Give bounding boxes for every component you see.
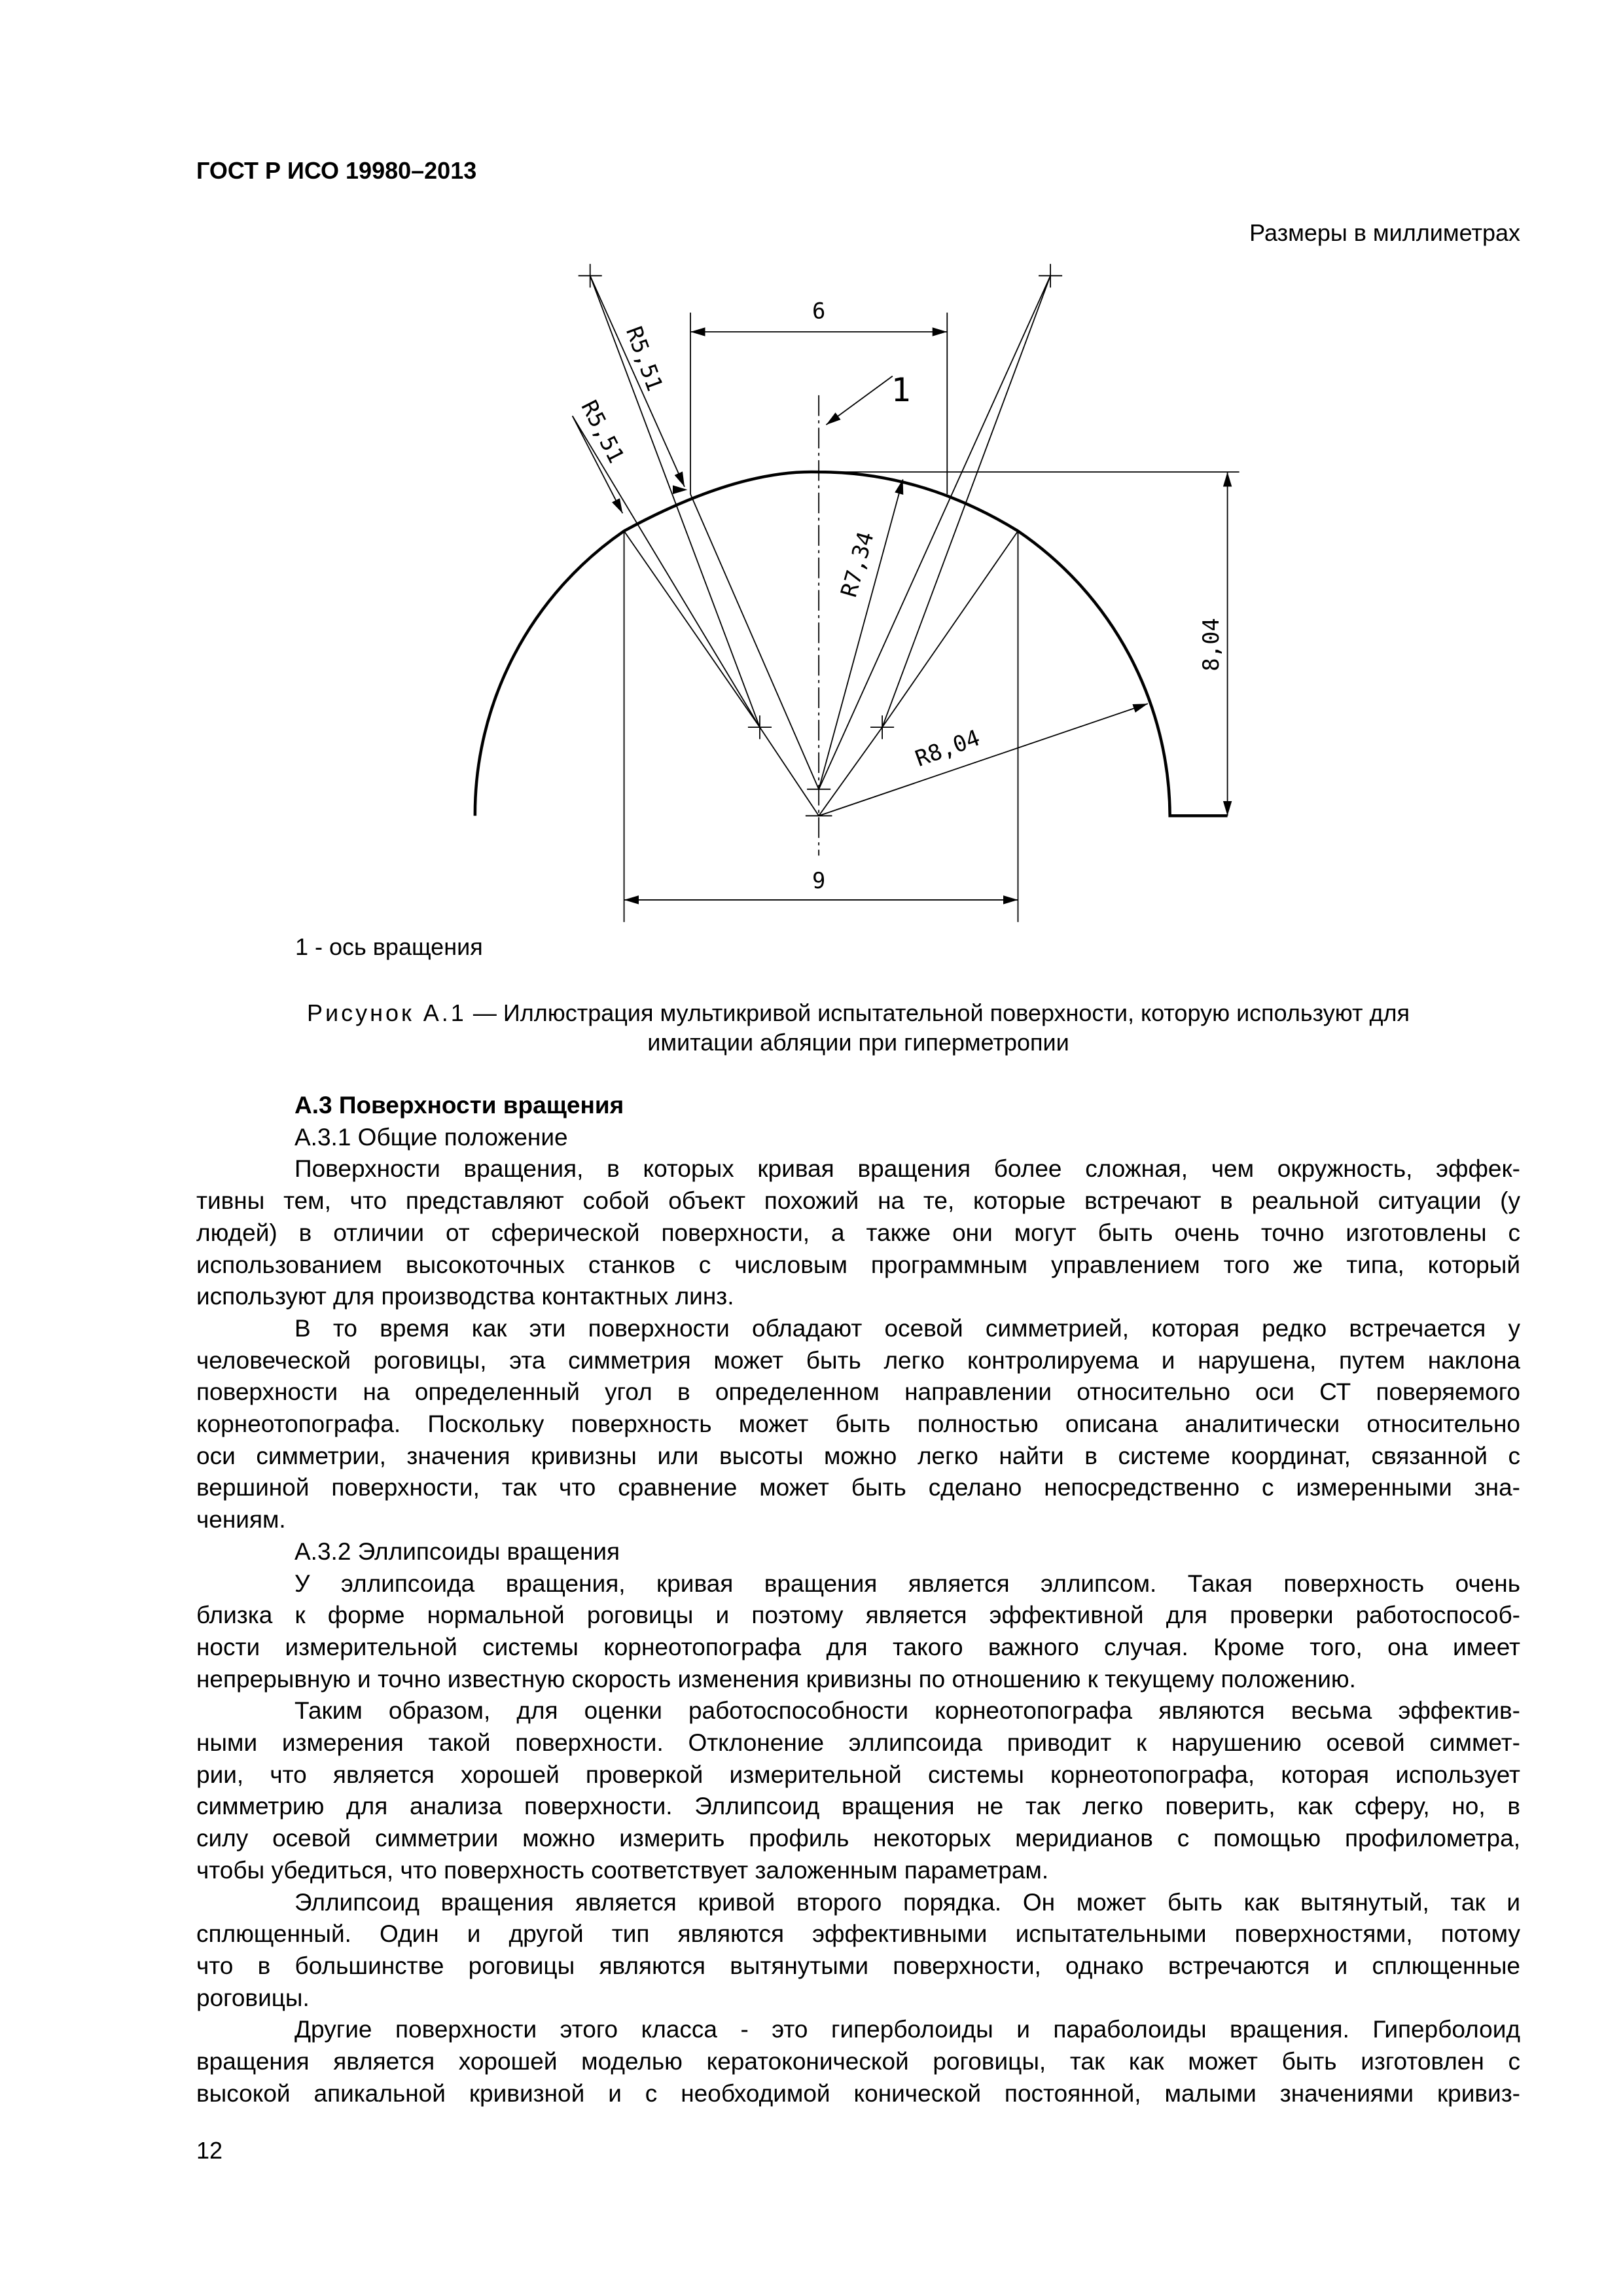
text-line: корнеотопографа. Поскольку поверхность может быть полностью описана аналитически относительно [196,1410,1520,1438]
text-line: используют для производства контактных линз. [196,1283,734,1310]
text-line: сплющенный. Один и другой тип являются эффективными испытательными поверхностями, потому [196,1920,1520,1948]
paragraph [196,1887,1520,2015]
text-line: вращения является хорошей моделью кератоконической роговицы, так как может быть изготовлен с [196,2048,1520,2075]
text-line: людей) в отличии от сферической поверхности, а также они могут быть очень точно изготовлены с [196,1219,1520,1246]
figure-diagram [442,251,1269,929]
text-line: что в большинстве роговицы являются вытянутыми поверхности, однако встречаются и сплющенные [196,1952,1520,1979]
text-line: ными измерения такой поверхности. Отклонение эллипсоида приводит к нарушению осевой симмет- [196,1729,1520,1757]
text-line: высокой апикальной кривизной и с необходимой конической постоянной, малыми значениями кривиз- [196,2079,1520,2107]
text-line: рии, что является хорошей проверкой измерительной системы корнеотопографа, которая использует [196,1761,1520,1788]
paragraph [196,1568,1520,1696]
section-body [196,1090,1520,2110]
document-header: ГОСТ Р ИСО 19980–2013 [196,157,477,184]
text-line: использованием высокоточных станков с числовым программным управлением того же типа, который [196,1251,1520,1278]
subsection-heading: А.3.2 Эллипсоиды вращения [294,1537,620,1565]
dim-label-height: 8,04 [1198,618,1224,672]
dim-label-6: 6 [812,298,826,324]
text-line: тивны тем, что представляют собой объект похожий на те, которые встречают в реальной ситуации (у [196,1187,1520,1215]
paragraph [196,1695,1520,1886]
text-line: близка к форме нормальной роговицы и поэтому является эффективной для проверки работоспособ- [196,1602,1520,1629]
page-number: 12 [196,2137,223,2164]
caption-line-1: — Иллюстрация мультикривой испытательной поверхности, которую используют для [466,999,1410,1026]
text-line: Таким образом, для оценки работоспособности корнеотопографа являются весьма эффектив- [294,1697,1520,1725]
text-line: Другие поверхности этого класса - это гиперболоиды и параболоиды вращения. Гиперболоид [294,2016,1520,2043]
text-line: Поверхности вращения, в которых кривая вращения более сложная, чем окружность, эффек- [294,1155,1520,1183]
radius-label-4: R8,04 [912,725,984,772]
text-line: человеческой роговицы, эта симметрия может быть легко контролируема и нарушена, путем наклона [196,1346,1520,1374]
text-line: У эллипсоида вращения, кривая вращения является эллипсом. Такая поверхность очень [294,1570,1520,1597]
caption-prefix: Рисунок А.1 [307,999,467,1026]
section-heading: А.3 Поверхности вращения [294,1092,624,1119]
text-line: силу осевой симметрии можно измерить профиль некоторых меридианов с помощью профилометра, [196,1825,1520,1852]
text-line: В то время как эти поверхности обладают осевой симметрией, которая редко встречается у [294,1314,1520,1342]
radius-label-1: R5,51 [620,323,668,395]
text-line: чениям. [196,1506,286,1534]
paragraph [196,2014,1520,2109]
text-line: поверхности на определенный угол в определенном направлении относительно оси СТ поверяемого [196,1378,1520,1406]
subsection-heading: А.3.1 Общие положение [294,1123,568,1151]
caption-line-2: имитации абляции при гиперметропии [647,1029,1069,1056]
surface-profile [475,472,1228,816]
figure-legend: 1 - ось вращения [295,933,483,960]
figure-caption [196,998,1520,1057]
axis-callout: 1 [891,370,911,409]
dim-label-9: 9 [812,867,826,893]
text-line: непрерывную и точно известную скорость изменения кривизны по отношению к текущему положению. [196,1665,1356,1693]
text-line: оси симметрии, значения кривизны или высоты можно легко найти в системе координат, связанной с [196,1442,1520,1469]
radius-label-2: R5,51 [576,396,630,467]
text-line: ности измерительной системы корнеотопографа для такого важного случая. Кроме того, она имеет [196,1633,1520,1660]
text-line: вершиной поверхности, так что сравнение может быть сделано непосредственно с измеренными зна- [196,1474,1520,1501]
paragraph [196,1153,1520,1313]
paragraph [196,1313,1520,1536]
units-note: Размеры в миллиметрах [1249,219,1520,246]
text-line: роговицы. [196,1984,310,2011]
text-line: Эллипсоид вращения является кривой второго порядка. Он может быть как вытянутый, так и [294,1888,1520,1916]
radius-label-3: R7,34 [836,528,879,600]
text-line: симметрию для анализа поверхности. Эллипсоид вращения не так легко поверить, как сферу, но, в [196,1793,1520,1820]
text-line: чтобы убедиться, что поверхность соответствует заложенным параметрам. [196,1856,1049,1884]
